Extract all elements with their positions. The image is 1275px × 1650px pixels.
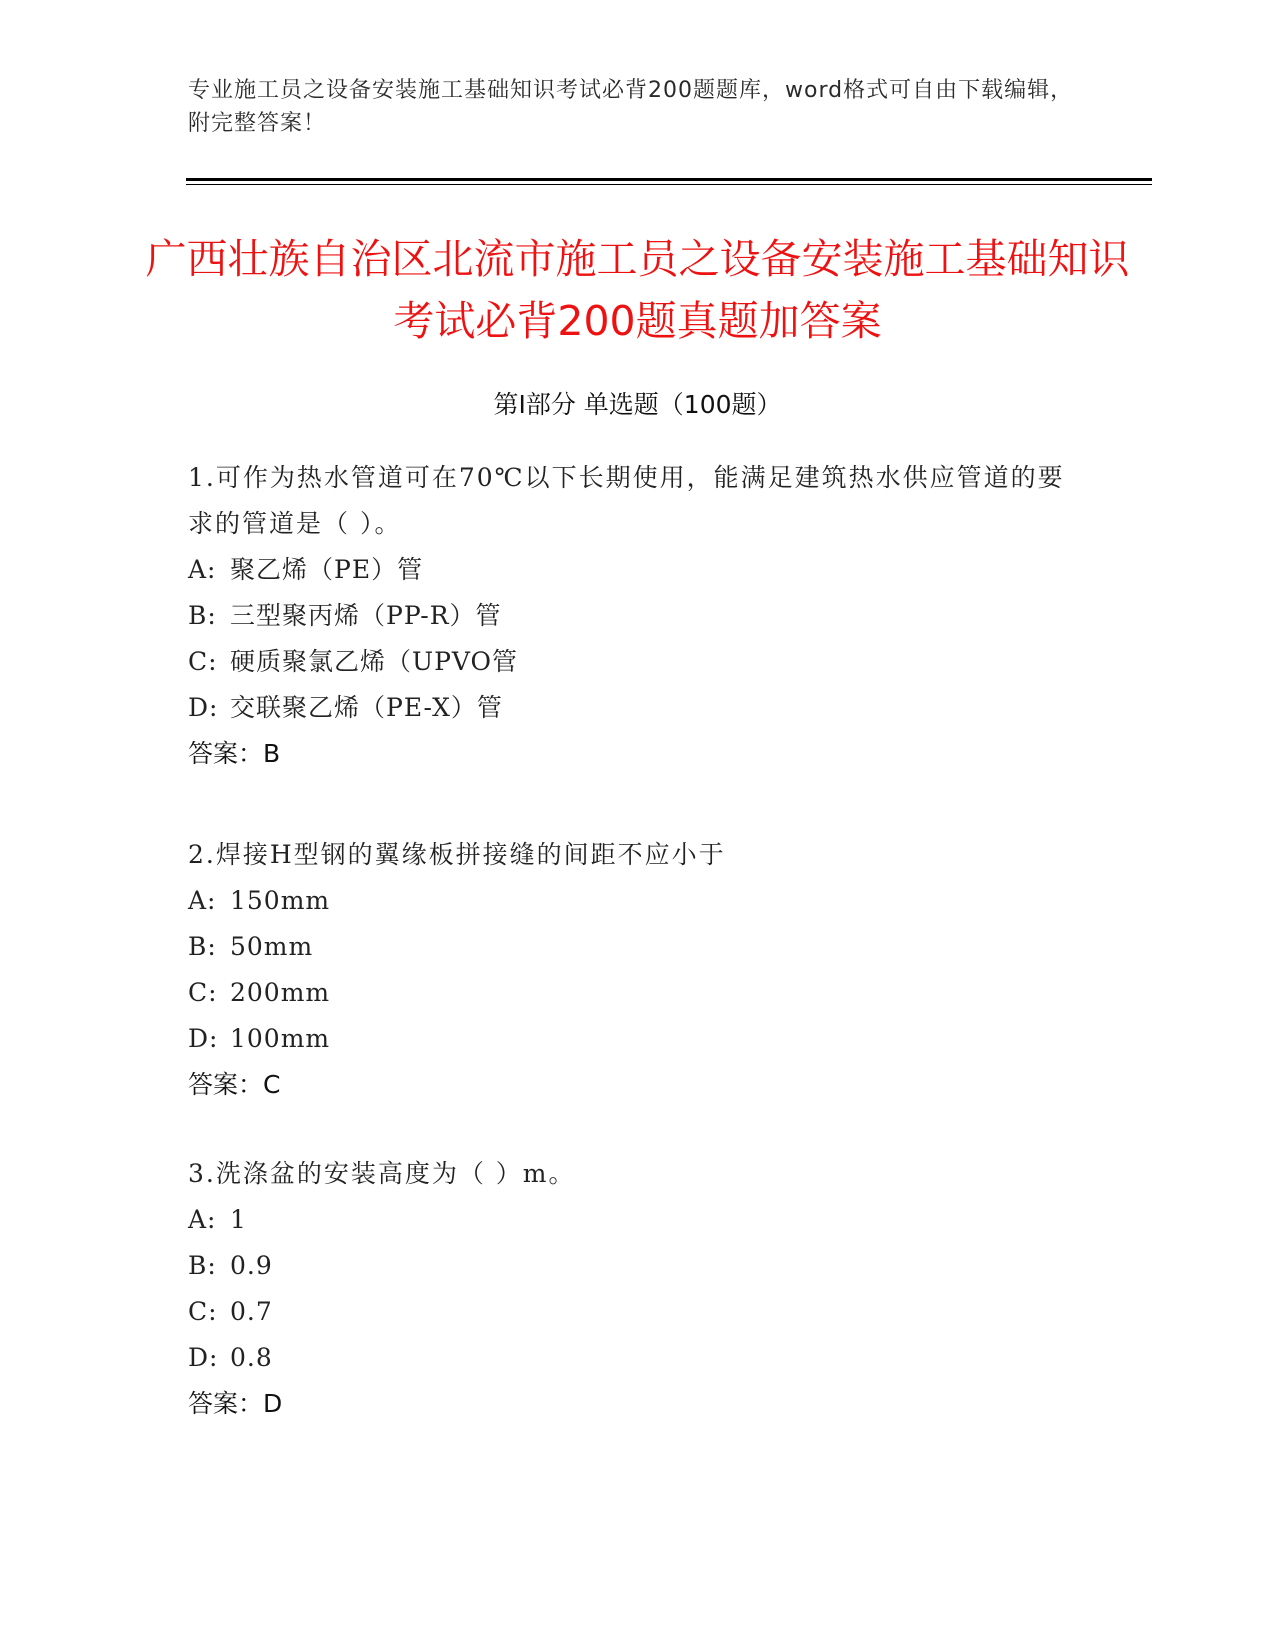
option-letter: A: (188, 886, 217, 915)
option-a (188, 878, 1088, 924)
option-text: 1 (230, 1205, 247, 1234)
document-title: 广西壮族自治区北流市施工员之设备安装施工基础知识考试必背200题真题加答案 (145, 235, 1130, 345)
option-text: 0.8 (230, 1343, 273, 1372)
option-b (188, 1243, 1088, 1289)
question-2 (188, 832, 1088, 1108)
option-d (188, 1335, 1088, 1381)
option-c (188, 970, 1088, 1016)
question-3 (188, 1151, 1088, 1427)
option-text: 三型聚丙烯（PP-R）管 (230, 601, 502, 630)
option-text: 100mm (230, 1024, 331, 1053)
header-note: 专业施工员之设备安装施工基础知识考试必背200题题库，word格式可自由下载编辑，附完整答案！ (188, 78, 1074, 136)
answer: 答案：C (188, 1070, 281, 1099)
option-c (188, 1289, 1088, 1335)
option-letter: B: (188, 601, 217, 630)
header-rule-thin (186, 184, 1152, 185)
option-text: 0.7 (230, 1297, 273, 1326)
option-letter: D: (188, 693, 219, 722)
option-letter: B: (188, 1251, 217, 1280)
option-letter: A: (188, 1205, 217, 1234)
header-rule-thick (186, 178, 1152, 181)
option-b (188, 924, 1088, 970)
option-letter: D: (188, 1024, 219, 1053)
option-text: 200mm (230, 978, 331, 1007)
option-a (188, 547, 1088, 593)
question-1 (188, 455, 1088, 777)
option-letter: C: (188, 978, 218, 1007)
option-a (188, 1197, 1088, 1243)
answer: 答案：B (188, 739, 281, 768)
option-d (188, 685, 1088, 731)
question-stem: 3.洗涤盆的安装高度为（ ）m。 (188, 1159, 576, 1188)
option-letter: C: (188, 647, 218, 676)
question-stem: 2.焊接H型钢的翼缘板拼接缝的间距不应小于 (188, 840, 726, 869)
option-d (188, 1016, 1088, 1062)
option-letter: D: (188, 1343, 219, 1372)
answer: 答案：D (188, 1389, 283, 1418)
option-text: 聚乙烯（PE）管 (230, 555, 424, 584)
option-text: 150mm (230, 886, 331, 915)
option-letter: B: (188, 932, 217, 961)
question-stem: 1.可作为热水管道可在70℃以下长期使用，能满足建筑热水供应管道的要求的管道是（ ）。 (188, 463, 1065, 538)
option-text: 0.9 (230, 1251, 273, 1280)
option-text: 硬质聚氯乙烯（UPVO管 (230, 647, 519, 676)
option-c (188, 639, 1088, 685)
option-letter: C: (188, 1297, 218, 1326)
option-b (188, 593, 1088, 639)
option-text: 交联聚乙烯（PE-X）管 (230, 693, 503, 722)
section-heading: 第Ⅰ部分 单选题（100题） (493, 390, 782, 419)
option-letter: A: (188, 555, 217, 584)
option-text: 50mm (230, 932, 314, 961)
